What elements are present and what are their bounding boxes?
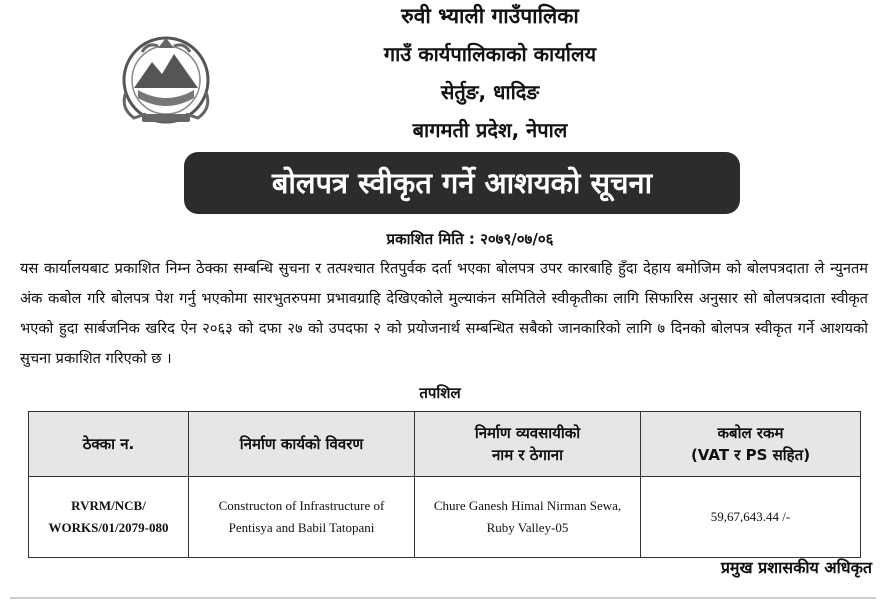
signatory-title: प्रमुख प्रशासकीय अधिकृत (720, 558, 872, 577)
col-header-contractor (415, 412, 641, 477)
notice-body: यस कार्यालयबाट प्रकाशित निम्न ठेक्का सम्बन्धि सुचना र तत्पश्चात रितपुर्वक दर्ता भएका बोलपत्र उपर कारबाहि हुँदा देहाय बमोजिम को बोलपत्रदाता ले न्युनतम अंक कबोल गरि बोलपत्र पेश गर्नु भएकोमा सारभुतरुपमा प्रभावग्राहि देखिएकोले मुल्याकंन समितिले स्वीकृतीका लागि सिफारिस अनुसार सो बोलपत्रदाता स्वीकृत भएको हुदा सार्बजनिक खरिद ऐन २०६३ को दफा २७ को उपदफा २ को प्रयोजनार्थ सम्बन्धित सबैको जानकारिको लागि ७ दिनको बोलपत्र स्वीकृत गर्ने आशयको सुचना प्रकाशित गरिएको छ । (20, 260, 868, 367)
table-header-row (29, 412, 861, 477)
header-office: गाउँ कार्यपालिकाको कार्यालय (383, 42, 597, 66)
col-header-description: निर्माण कार्यको विवरण (189, 412, 415, 477)
contract-table (28, 411, 861, 558)
col-header-amount-l1: कबोल रकम (717, 424, 784, 442)
details-heading: तपशिल (419, 384, 461, 402)
contract-no-l1: RVRM/NCB/ (71, 498, 146, 513)
header-municipality: रुवी भ्याली गाउँपालिका (401, 4, 579, 28)
contractor-l1: Chure Ganesh Himal Nirman Sewa, (433, 498, 622, 513)
contract-no-l2: WORKS/01/2079-080 (48, 520, 169, 535)
col-header-contract-no: ठेक्का न. (29, 412, 189, 477)
description-l2: Pentisya and Babil Tatopani (228, 520, 375, 535)
cell-contract-no (29, 477, 189, 558)
description-l1: Constructon of Infrastructure of (218, 498, 385, 513)
cell-amount: 59,67,643.44 /- (641, 477, 861, 558)
bottom-divider (10, 597, 876, 599)
header-province: बागमती प्रदेश, नेपाल (412, 118, 568, 142)
col-header-amount (641, 412, 861, 477)
cell-description (189, 477, 415, 558)
notice-title: बोलपत्र स्वीकृत गर्ने आशयको सूचना (184, 152, 740, 214)
published-date: प्रकाशित मिति : २०७९/०७/०६ (386, 230, 554, 248)
nepal-emblem-icon (112, 28, 220, 128)
col-header-amount-l2: (VAT र PS सहित) (690, 446, 811, 464)
cell-contractor (415, 477, 641, 558)
col-header-contractor-l2: नाम र ठेगाना (491, 446, 563, 464)
col-header-contractor-l1: निर्माण व्यवसायीको (474, 424, 581, 442)
table-row (29, 477, 861, 558)
header-location: सेर्तुङ, धादिङ (440, 80, 540, 104)
contractor-l2: Ruby Valley-05 (486, 520, 569, 535)
